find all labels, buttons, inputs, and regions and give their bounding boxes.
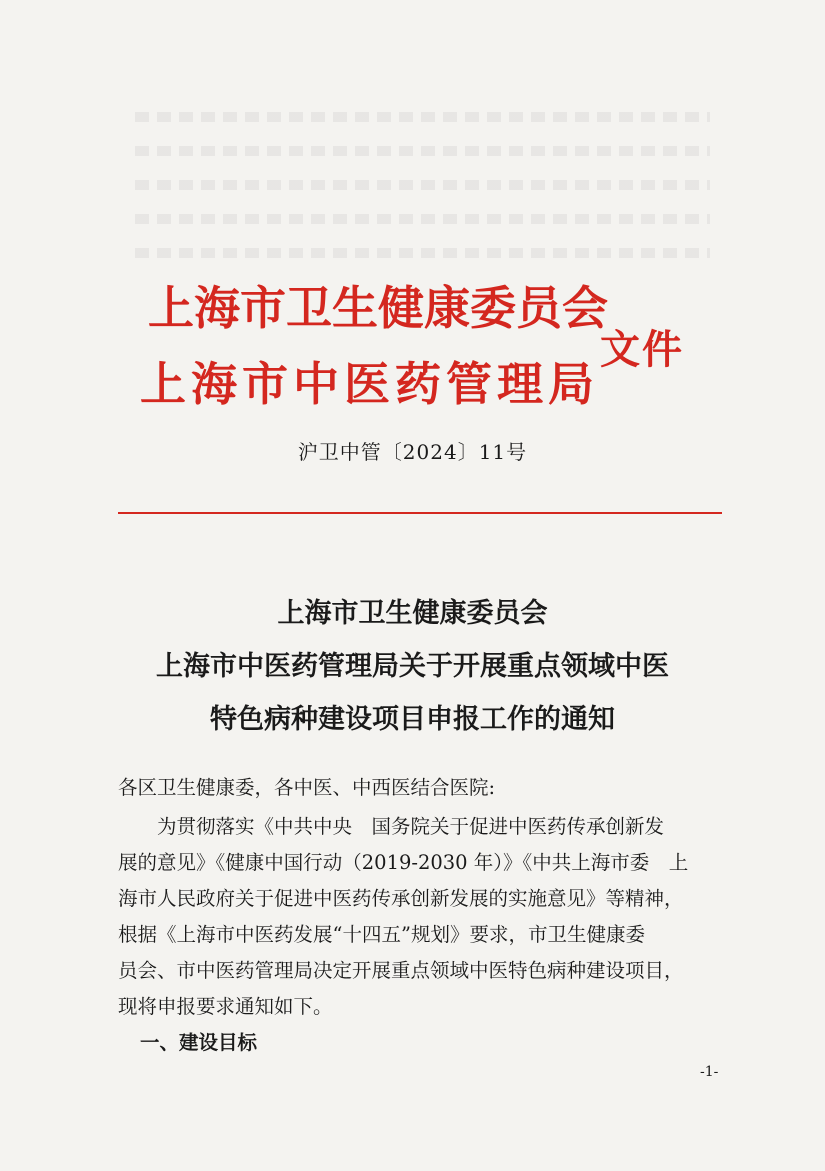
paragraph-line: 现将申报要求通知如下。 [118, 995, 333, 1018]
paragraph-line: 员会、市中医药管理局决定开展重点领域中医特色病种建设项目， [118, 959, 684, 982]
bleed-through-line [135, 146, 710, 156]
header-org-line1: 上海市卫生健康委员会 [148, 281, 608, 335]
paragraph-line: 展的意见》《健康中国行动（2019-2030 年）》《中共上海市委 上 [118, 851, 689, 874]
bleed-through-line [135, 112, 710, 122]
salutation: 各区卫生健康委，各中医、中西医结合医院: [118, 776, 496, 799]
document-number: 沪卫中管〔2024〕11号 [297, 440, 528, 464]
page-number: -1- [700, 1064, 719, 1080]
header-org-line2: 上海市中医药管理局 [140, 357, 599, 411]
bleed-through-line [135, 248, 710, 258]
title-line3: 特色病种建设项目申报工作的通知 [210, 704, 615, 735]
title-line2: 上海市中医药管理局关于开展重点领域中医 [156, 651, 669, 682]
paragraph-line: 海市人民政府关于促进中医药传承创新发展的实施意见》等精神， [118, 887, 684, 910]
header-file-label: 文件 [600, 326, 684, 373]
section-heading: 一、建设目标 [140, 1031, 258, 1054]
title-line1: 上海市卫生健康委员会 [277, 598, 548, 629]
bleed-through-line [135, 214, 710, 224]
paragraph-line: 为贯彻落实《中共中央 国务院关于促进中医药传承创新发 [118, 815, 665, 838]
paragraph-line: 根据《上海市中医药发展“十四五”规划》要求，市卫生健康委 [118, 923, 645, 946]
red-divider-line [118, 512, 722, 514]
bleed-through-line [135, 180, 710, 190]
